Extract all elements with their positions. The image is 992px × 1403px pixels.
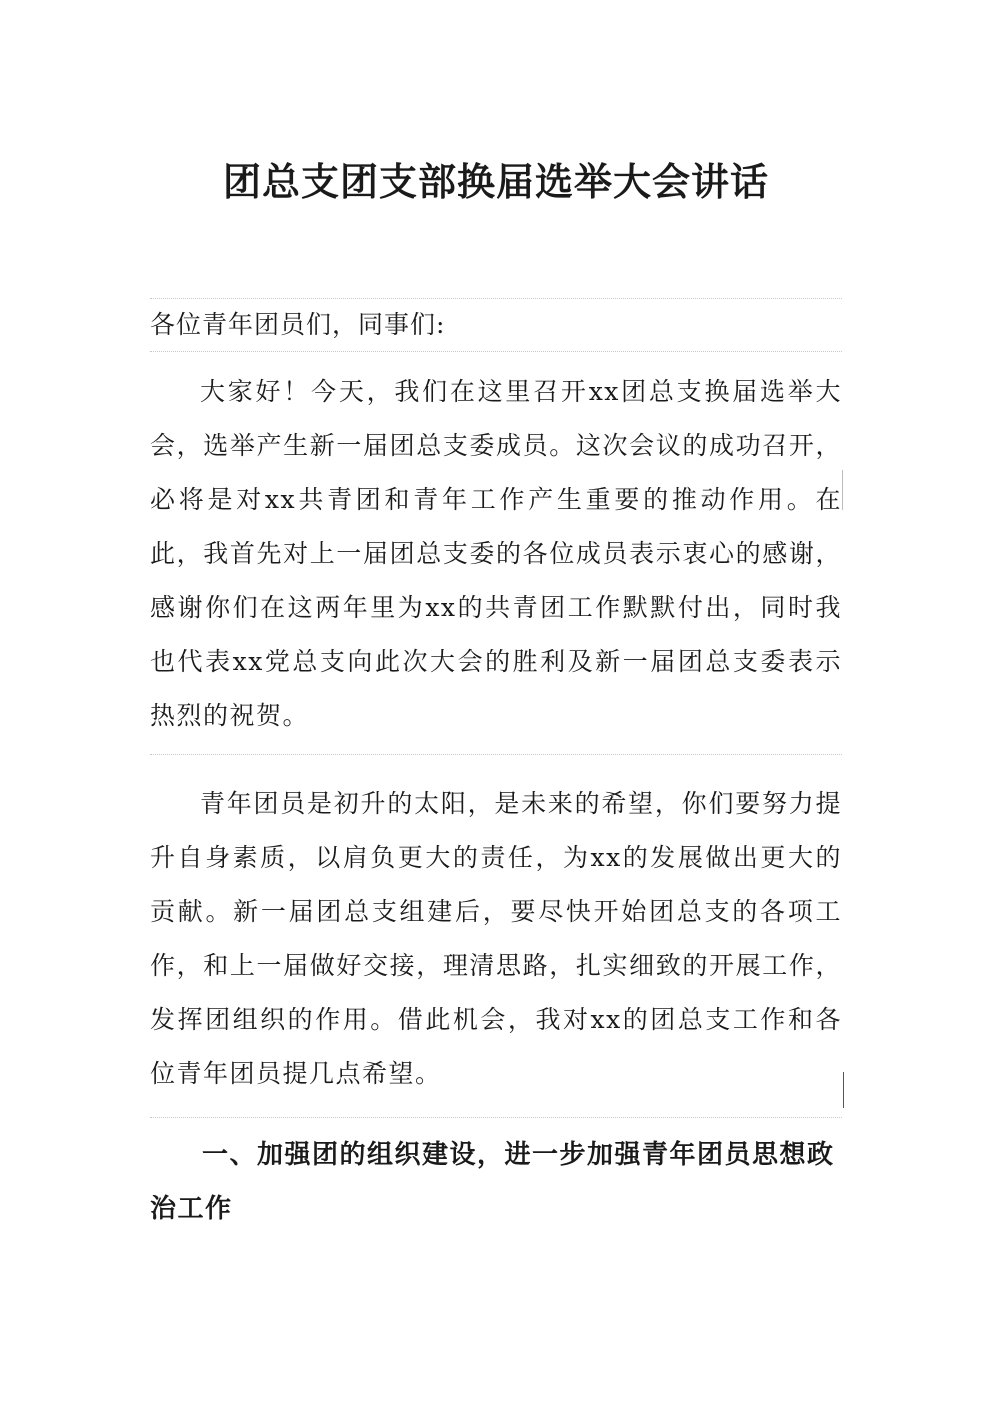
paragraph-opening: 大家好！今天，我们在这里召开xx团总支换届选举大会，选举产生新一届团总支委成员。这次会议的成功召开，必将是对xx共青团和青年工作产生重要的推动作用。在此，我首先对上一届团总支委的各位成员表示衷心的感谢，感谢你们在这两年里为xx的共青团工作默默付出，同时我也代表xx党总支向此次大会的胜利及新一届团总支委表示热烈的祝贺。 — [150, 377, 842, 730]
document-title: 团总支团支部换届选举大会讲话 — [222, 159, 769, 204]
paragraph-expectations: 青年团员是初升的太阳，是未来的希望，你们要努力提升自身素质，以肩负更大的责任，为xx的发展做出更大的贡献。新一届团总支组建后，要尽快开始团总支的各项工作，和上一届做好交接，理清思路，扎实细致的开展工作，发挥团组织的作用。借此机会，我对xx的团总支工作和各位青年团员提几点希望。 — [150, 789, 842, 1088]
guide-line — [150, 351, 842, 352]
salutation: 各位青年团员们，同事们: — [150, 310, 446, 339]
document-body — [150, 298, 842, 1236]
guide-line — [150, 754, 842, 755]
guide-line — [150, 1117, 842, 1118]
margin-mark — [843, 1072, 844, 1108]
margin-mark — [842, 470, 843, 510]
section-heading-1: 一、加强团的组织建设，进一步加强青年团员思想政治工作 — [150, 1140, 835, 1224]
